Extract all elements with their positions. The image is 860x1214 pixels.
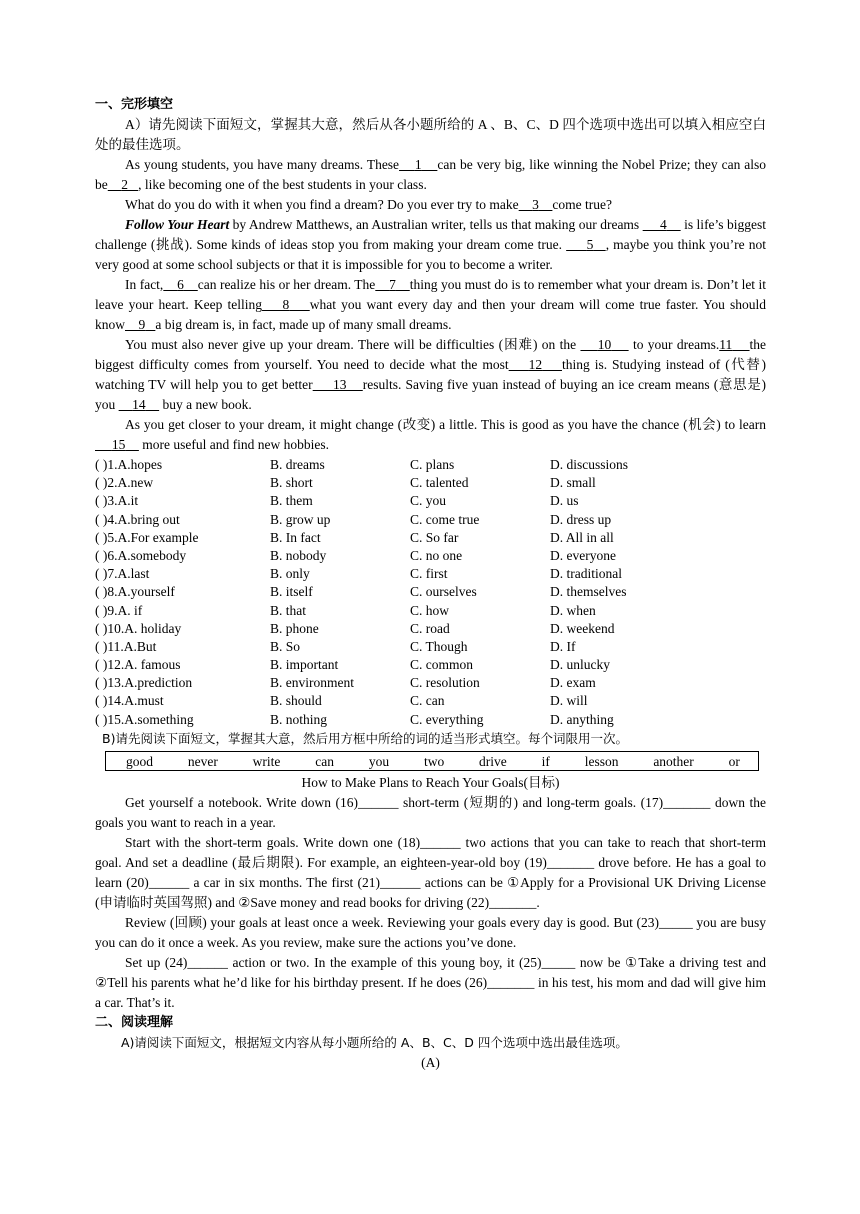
option-row: [95, 656, 766, 674]
option-choice: D. exam: [550, 675, 596, 691]
word-box-item: drive: [479, 753, 507, 769]
option-choice: D. discussions: [550, 457, 629, 472]
option-choice: D. If: [550, 638, 576, 654]
option-choice: B. only: [270, 566, 310, 582]
option-choice: C. first: [410, 566, 448, 582]
option-choice: B. nothing: [270, 711, 328, 727]
cloze-paragraph-3: Follow Your Heart by Andrew Matthews, an Australian writer, tells us that making our dreams 4 is life’s biggest challenge (挑战). Some kinds of ideas stop you from making your dream come true. 5 , maybe you think you’re not very good at some school subjects or that it is impossible for you to become a writer.: [95, 217, 767, 272]
partB-paragraph-2: Start with the short-term goals. Write down one (18)______ two actions that you can take to reach that short-term goal. And set a deadline (最后期限). For example, an eighteen-year-old boy (19)_______ drove before. He has a goal to learn (20)______ a car in six months. The first (21)______ actions can be ①Apply for a Provisional UK Driving License (申请临时英国驾照) and ②Save money and read books for driving (22)_______.: [95, 834, 766, 910]
option-choice: D. weekend: [550, 620, 615, 636]
option-choice: C. Though: [410, 638, 468, 654]
option-choice: C. no one: [410, 547, 463, 563]
question-number: ( )11.A.But: [95, 638, 157, 654]
section2-title: 二、阅读理解: [95, 1014, 174, 1030]
option-row: [95, 620, 766, 638]
section1-title: 一、完形填空: [95, 97, 174, 112]
word-box-item: if: [541, 753, 550, 769]
option-choice: D. small: [550, 475, 596, 491]
option-choice: B. In fact: [270, 529, 321, 545]
option-choice: D. everyone: [550, 547, 616, 563]
option-choice: C. plans: [410, 457, 455, 472]
cloze-paragraph-5: You must also never give up your dream. There will be difficulties (困难) on the 10 to your dreams.11 the biggest difficulty comes from yourself. You need to decide what the most 12 thing is. Studying instead of (代替) watching TV will help you to get better 13 results. Saving five yuan instead of buying an ice cream means (意思是) you 14 buy a new book.: [95, 337, 767, 412]
cloze-paragraph-4: In fact, 6 can realize his or her dream. The 7 thing you must do is to remember what your dream is. Don’t let it leave your heart. Keep telling 8 what you want every day and then your dream will come true faster. You should know 9 a big dream is, in fact, made up of many small dreams.: [95, 277, 767, 332]
option-row: [95, 511, 766, 529]
option-row: [95, 583, 766, 601]
question-number: ( )12.A. famous: [95, 657, 181, 673]
question-number: ( )7.A.last: [95, 566, 150, 582]
option-choice: C. you: [410, 493, 447, 509]
option-choice: B. that: [270, 602, 306, 618]
word-box: [105, 751, 759, 771]
option-choice: C. talented: [410, 475, 469, 491]
option-choice: B. important: [270, 657, 339, 673]
option-row: [95, 529, 766, 547]
option-row: [95, 638, 766, 656]
blank-14: 14: [132, 397, 146, 412]
question-number: ( )15.A.something: [95, 711, 194, 727]
word-box-item: never: [187, 753, 218, 769]
option-choice: B. phone: [270, 620, 319, 636]
blank-1: 1: [414, 157, 422, 172]
question-number: ( )10.A. holiday: [95, 620, 182, 636]
option-choice: D. unlucky: [550, 657, 610, 673]
word-box-item: lesson: [584, 753, 619, 769]
question-number: ( )4.A.bring out: [95, 511, 180, 527]
blank-8: 8: [282, 297, 290, 312]
blank-4: 4: [660, 217, 667, 232]
option-choice: D. All in all: [550, 529, 614, 545]
option-choice: B. nobody: [270, 547, 327, 563]
document-page: [95, 95, 766, 1073]
option-choice: C. how: [410, 602, 450, 618]
partB-paragraph-4: Set up (24)______ action or two. In the example of this young boy, it (25)_____ now be ①Take a driving test and ②Tell his parents what he’d like for his birthday present. If he does (26)_______ in his test, his mom and dad will give him a car. That’s it.: [95, 954, 766, 1010]
blank-11: 11: [719, 337, 733, 352]
option-choice: B. dreams: [270, 457, 325, 472]
option-choice: D. anything: [550, 711, 614, 727]
question-number: ( )2.A.new: [95, 475, 154, 491]
question-number: ( )1.A.hopes: [95, 457, 163, 472]
word-box-item: two: [423, 753, 445, 769]
option-choice: B. environment: [270, 675, 354, 691]
option-choice: C. everything: [410, 711, 484, 727]
blank-12: 12: [528, 357, 543, 372]
blank-15: 15: [111, 437, 126, 452]
option-choice: C. road: [410, 620, 450, 636]
options-list: [95, 456, 766, 729]
question-number: ( )9.A. if: [95, 602, 143, 618]
option-choice: C. ourselves: [410, 584, 477, 600]
option-choice: C. So far: [410, 529, 459, 545]
blank-5: 5: [586, 237, 594, 252]
question-number: ( )8.A.yourself: [95, 584, 175, 600]
option-row: [95, 492, 766, 510]
partB-paragraph-3: Review (回顾) your goals at least once a week. Reviewing your goals every day is good. But (23)_____ you are busy you can do it once a week. As you review, make sure the actions you’ve done.: [95, 914, 766, 950]
option-row: [95, 547, 766, 565]
option-choice: C. come true: [410, 511, 480, 527]
option-choice: D. will: [550, 693, 588, 709]
word-box-item: can: [315, 753, 334, 769]
cloze-paragraph-1: As young students, you have many dreams. These 1 can be very big, like winning the Nobel Prize; they can also be 2 , like becoming one of the best students in your class.: [95, 157, 767, 192]
option-choice: D. us: [550, 493, 579, 509]
blank-7: 7: [389, 277, 396, 292]
option-choice: D. dress up: [550, 511, 612, 527]
blank-13: 13: [333, 377, 347, 392]
question-number: ( )5.A.For example: [95, 529, 199, 545]
option-row: [95, 711, 766, 729]
blank-3: 3: [532, 197, 539, 212]
word-box-item: good: [126, 753, 153, 769]
question-number: ( )3.A.it: [95, 493, 139, 509]
option-row: [95, 474, 766, 492]
word-box-item: write: [252, 753, 281, 769]
partA-intro: A）请先阅读下面短文，掌握其大意，然后从各小题所给的 A 、B、C、D 四个选项中选出可以填入相应空白处的最佳选项。: [95, 117, 766, 152]
option-row: [95, 565, 766, 583]
word-box-item: another: [653, 753, 694, 769]
word-box-item: or: [728, 753, 740, 769]
option-choice: B. should: [270, 693, 322, 709]
option-choice: D. when: [550, 602, 596, 618]
option-choice: B. So: [270, 638, 301, 654]
option-choice: D. traditional: [550, 566, 622, 582]
partB-intro: B)请先阅读下面短文，掌握其大意，然后用方框中所给的词的适当形式填空。每个词限用一次。: [102, 730, 628, 746]
cloze-paragraph-2: What do you do with it when you find a dream? Do you ever try to make 3 come true?: [125, 197, 612, 212]
option-choice: C. common: [410, 657, 473, 673]
cloze-paragraph-6: As you get closer to your dream, it might change (改变) a little. This is good as you have the chance (机会) to learn 15 more useful and find new hobbies.: [111, 417, 766, 452]
section2-intro: A)请阅读下面短文，根据短文内容从每小题所给的 A、B、C、D 四个选项中选出最佳选项。: [121, 1034, 628, 1050]
blank-10: 10: [597, 337, 612, 352]
option-choice: D. themselves: [550, 584, 627, 600]
word-box-item: you: [368, 753, 390, 769]
option-choice: B. grow up: [270, 511, 331, 527]
blank-9: 9: [138, 317, 146, 332]
option-row: [95, 674, 766, 692]
option-row: [95, 456, 766, 474]
blank-6: 6: [177, 277, 184, 292]
option-choice: C. resolution: [410, 675, 480, 691]
question-number: ( )14.A.must: [95, 693, 164, 709]
question-number: ( )13.A.prediction: [95, 675, 193, 691]
blank-2: 2: [121, 177, 128, 192]
option-choice: C. can: [410, 693, 445, 709]
question-number: ( )6.A.somebody: [95, 547, 187, 563]
option-choice: B. short: [270, 475, 313, 491]
passage-label: (A): [421, 1054, 440, 1070]
partB-title: How to Make Plans to Reach Your Goals(目标): [301, 774, 560, 790]
option-choice: B. itself: [270, 584, 313, 600]
partB-paragraph-1: Get yourself a notebook. Write down (16)______ short-term (短期的) and long-term goals. (17)_______ down the goals you want to reach in a year.: [95, 794, 766, 830]
option-row: [95, 692, 766, 710]
book-title: Follow Your Heart: [125, 217, 230, 232]
option-choice: B. them: [270, 493, 313, 509]
option-row: [95, 602, 766, 620]
